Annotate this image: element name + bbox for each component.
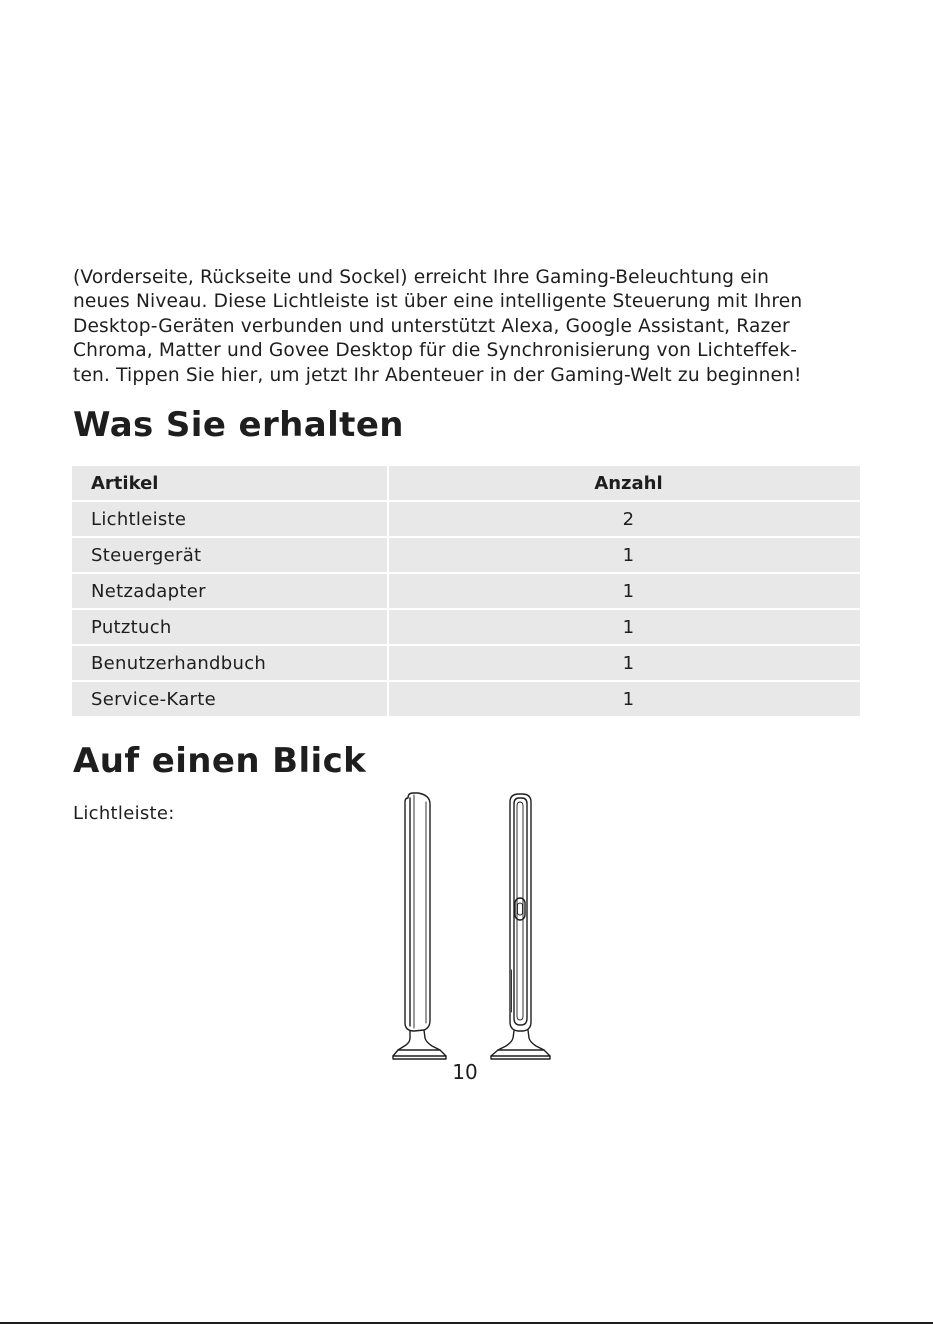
table-row: [72, 537, 860, 573]
item-quantity: 1: [388, 609, 860, 645]
table-row: [72, 609, 860, 645]
contents-table: [72, 466, 860, 716]
light-bar-label: Lichtleiste:: [73, 803, 175, 824]
table-row: [72, 681, 860, 716]
section-heading-at-a-glance: Auf einen Blick: [73, 741, 367, 781]
section-heading-what-you-get: Was Sie erhalten: [73, 405, 404, 445]
item-name: Lichtleiste: [72, 501, 388, 537]
item-quantity: 1: [388, 645, 860, 681]
light-bar-side-view: [393, 793, 446, 1059]
page-number: 10: [452, 1060, 478, 1084]
table-row: [72, 645, 860, 681]
item-name: Netzadapter: [72, 573, 388, 609]
table-header-row: [72, 466, 860, 501]
table-row: [72, 501, 860, 537]
light-bar-illustration-icon: [388, 790, 558, 1062]
item-name: Steuergerät: [72, 537, 388, 573]
item-name: Putztuch: [72, 609, 388, 645]
item-quantity: 2: [388, 501, 860, 537]
item-quantity: 1: [388, 573, 860, 609]
item-name: Benutzerhandbuch: [72, 645, 388, 681]
intro-paragraph: (Vorderseite, Rückseite und Sockel) erreicht Ihre Gaming-Beleuchtung ein neues Niveau. Diese Lichtleiste ist über eine intelligente Steuerung mit Ihren Desktop-Geräten verbunden und unterstützt Alexa, Google Assistant, Razer Chroma, Matter und Govee Desktop für die Synchronisierung von Lichteffek- ten. Tippen Sie hier, um jetzt Ihr Abenteuer in der Gaming-Welt zu beginnen!: [73, 267, 803, 386]
column-header-quantity: Anzahl: [388, 466, 860, 501]
light-bar-front-view: [491, 794, 550, 1059]
item-quantity: 1: [622, 688, 635, 710]
column-header-item: Artikel: [72, 466, 388, 501]
item-quantity: 1: [388, 537, 860, 573]
table-row: [72, 573, 860, 609]
item-name: Service-Karte: [72, 681, 388, 716]
